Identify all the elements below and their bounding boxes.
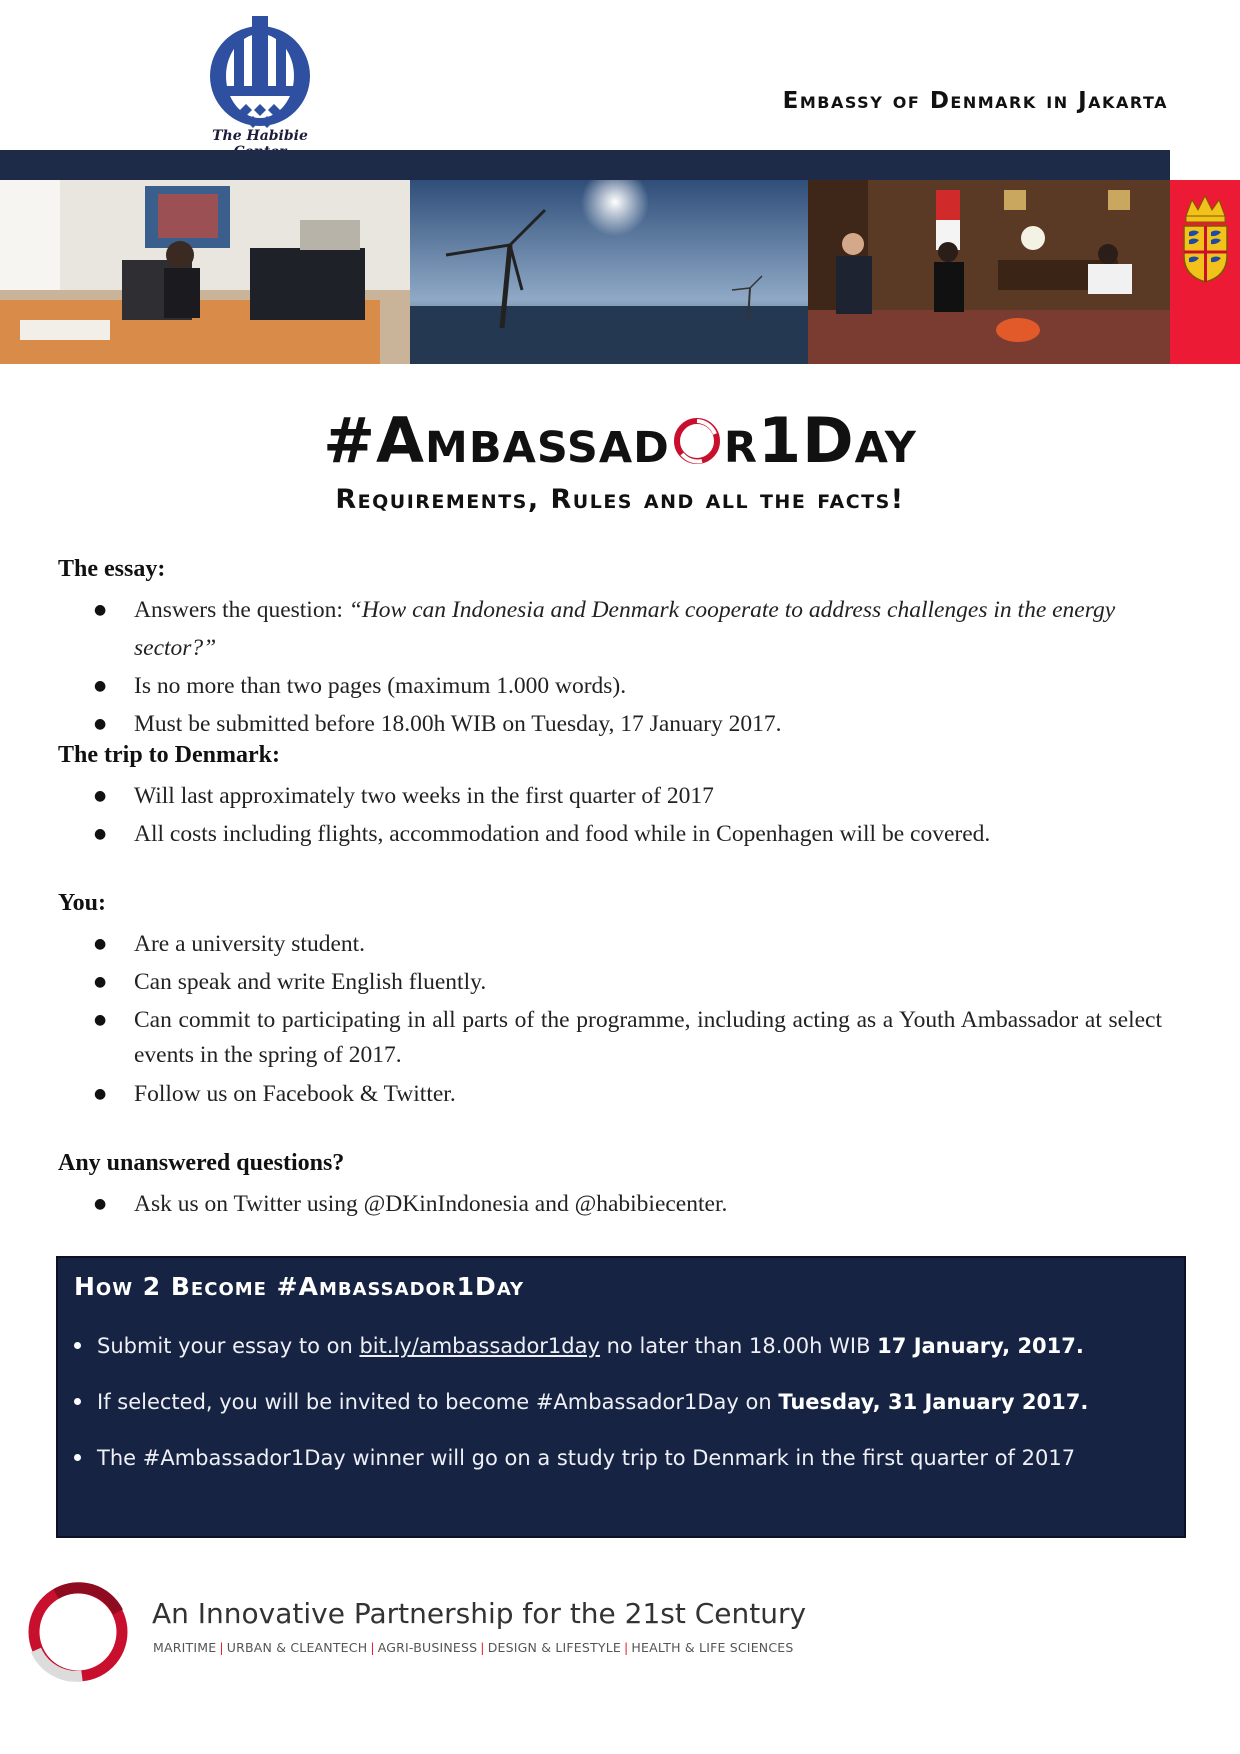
wind-turbine-photo xyxy=(410,180,808,364)
list-item: ● Can speak and write English fluently. xyxy=(94,963,1162,1001)
page-title xyxy=(0,404,1240,477)
essay-item-prefix: Answers the question: xyxy=(134,597,349,623)
how-box-title: How 2 Become #Ambassador1Day xyxy=(74,1272,525,1301)
list-item xyxy=(94,591,1162,667)
you-list xyxy=(94,925,1162,1113)
title-part-1: #Ambassad xyxy=(323,404,670,477)
header-band xyxy=(0,150,1170,180)
deadline-date: 17 January, 2017. xyxy=(877,1334,1084,1358)
list-item: ● All costs including flights, accommodation and food while in Copenhagen will be covered. xyxy=(94,815,1162,853)
title-part-2: r1Day xyxy=(723,404,917,477)
danish-coat-of-arms-icon xyxy=(1178,194,1233,284)
meeting-photo xyxy=(808,180,1170,364)
how-to-become-box xyxy=(56,1256,1186,1538)
essay-question-quote: “How can Indonesia and Denmark cooperate to address challenges in the energy sector?” xyxy=(134,597,1116,661)
essay-heading: The essay: xyxy=(58,556,166,582)
essay-submission-link[interactable]: bit.ly/ambassador1day xyxy=(359,1334,600,1358)
list-item: ● Must be submitted before 18.00h WIB on Tuesday, 17 January 2017. xyxy=(94,705,1162,743)
list-item: ● Can commit to participating in all parts of the programme, including acting as a Youth Ambassador at select events in the spring of 2017. xyxy=(94,1003,1162,1073)
how-item-text: no later than 18.00h WIB xyxy=(599,1334,878,1358)
questions-list xyxy=(94,1185,1162,1223)
bullet-icon xyxy=(74,1398,81,1405)
footer-tagline: An Innovative Partnership for the 21st Century xyxy=(152,1597,807,1630)
page-subtitle: Requirements, Rules and all the facts! xyxy=(335,484,905,515)
how-item-text: If selected, you will be invited to become #Ambassador1Day on xyxy=(97,1390,779,1414)
questions-heading: Any unanswered questions? xyxy=(58,1150,345,1176)
sector-label: HEALTH & LIFE SCIENCES xyxy=(631,1640,794,1655)
trip-heading: The trip to Denmark: xyxy=(58,742,280,768)
bullet-icon xyxy=(74,1454,81,1461)
sector-label: AGRI-BUSINESS xyxy=(377,1640,478,1655)
list-item: ● Is no more than two pages (maximum 1.000 words). xyxy=(94,667,1162,705)
list-item: ● Are a university student. xyxy=(94,925,1162,963)
essay-list xyxy=(94,591,1162,743)
partnership-ring-icon xyxy=(672,416,722,466)
logo-caption: The Habibie xyxy=(212,128,308,144)
trip-list xyxy=(94,777,1162,853)
bullet-icon xyxy=(74,1342,81,1349)
partnership-logo xyxy=(26,1580,130,1684)
how-item-text: Submit your essay to on xyxy=(97,1334,360,1358)
embassy-title: Embassy of Denmark in Jakarta xyxy=(782,88,1168,114)
sector-label: DESIGN & LIFESTYLE xyxy=(487,1640,621,1655)
event-date: Tuesday, 31 January 2017. xyxy=(778,1390,1089,1414)
how-item-text: The #Ambassador1Day winner will go on a study trip to Denmark in the first quarter of 2017 xyxy=(97,1446,1076,1470)
how-item xyxy=(74,1446,1075,1470)
list-item: ● Will last approximately two weeks in the first quarter of 2017 xyxy=(94,777,1162,815)
how-item xyxy=(74,1334,1084,1358)
you-heading: You: xyxy=(58,890,107,916)
office-photo xyxy=(0,180,410,364)
how-item xyxy=(74,1390,1088,1414)
sector-label: URBAN & CLEANTECH xyxy=(226,1640,368,1655)
list-item: ● Ask us on Twitter using @DKinIndonesia and @habibiecenter. xyxy=(94,1185,1162,1223)
sector-label: MARITIME xyxy=(153,1640,217,1655)
list-item: ● Follow us on Facebook & Twitter. xyxy=(94,1075,1162,1113)
footer-sectors: MARITIME | URBAN & CLEANTECH | AGRI-BUSINESS | DESIGN & LIFESTYLE | HEALTH & LIFE SCIENCES xyxy=(153,1640,794,1655)
